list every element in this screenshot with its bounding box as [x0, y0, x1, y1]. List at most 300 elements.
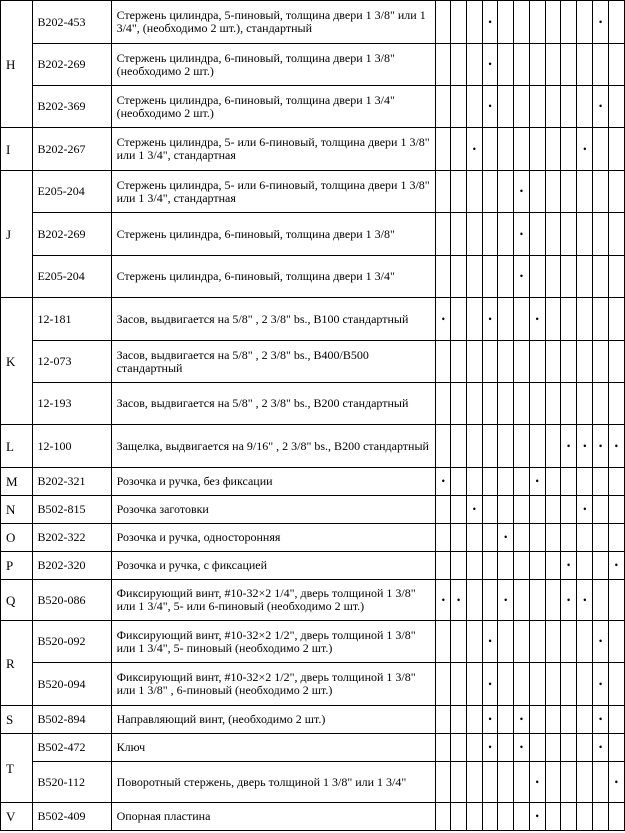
- compat-cell-3: [466, 552, 482, 580]
- compat-cell-11: [593, 256, 608, 298]
- compat-cell-2: [451, 341, 466, 383]
- compat-dot: •: [598, 714, 603, 724]
- compat-cell-10: [577, 552, 593, 580]
- compat-cell-6: [514, 468, 529, 496]
- part-description: Опорная пластина: [111, 803, 436, 831]
- compat-cell-1: [436, 1, 451, 44]
- compat-dot: •: [614, 560, 618, 570]
- part-description: Стержень цилиндра, 5- или 6-пиновый, толщина двери 1 3/8" или 1 3/4", стандартная: [111, 128, 436, 171]
- compat-cell-5: [498, 496, 514, 524]
- compat-cell-11: [593, 171, 608, 213]
- compat-dot: •: [583, 440, 587, 451]
- compat-cell-9: [561, 468, 577, 496]
- compat-cell-9: [561, 171, 577, 213]
- compat-cell-2: [451, 552, 466, 580]
- compat-cell-6: [514, 128, 529, 171]
- compat-cell-7: [529, 803, 545, 831]
- compat-cell-5: [498, 213, 514, 256]
- part-description: Розочка и ручка, односторонняя: [111, 524, 436, 552]
- group-letter: O: [1, 524, 33, 552]
- compat-cell-8: [545, 734, 560, 762]
- compat-cell-8: [545, 1, 560, 44]
- compat-cell-3: [466, 621, 482, 663]
- compat-cell-3: [466, 734, 482, 762]
- compat-cell-1: [436, 552, 451, 580]
- compat-cell-9: [561, 425, 577, 468]
- compat-cell-7: [529, 468, 545, 496]
- compat-cell-12: [608, 1, 624, 44]
- compat-cell-5: [498, 128, 514, 171]
- compat-cell-12: [608, 496, 624, 524]
- compat-cell-4: [482, 496, 497, 524]
- compat-cell-1: [436, 383, 451, 425]
- compat-dot: •: [504, 532, 508, 542]
- compat-cell-8: [545, 552, 560, 580]
- compat-cell-2: [451, 86, 466, 128]
- compat-dot: •: [457, 594, 461, 605]
- compat-cell-12: [608, 171, 624, 213]
- table-row: [1, 468, 625, 496]
- compat-cell-2: [451, 621, 466, 663]
- part-code: 12-193: [33, 383, 111, 425]
- compat-cell-2: [451, 256, 466, 298]
- compat-cell-4: [482, 256, 497, 298]
- compat-dot: •: [519, 186, 524, 196]
- compat-cell-2: [451, 425, 466, 468]
- compat-cell-5: [498, 341, 514, 383]
- compat-cell-7: [529, 663, 545, 706]
- compat-cell-6: [514, 524, 529, 552]
- compat-cell-10: [577, 171, 593, 213]
- compat-cell-9: [561, 762, 577, 803]
- compat-cell-9: [561, 86, 577, 128]
- compat-cell-2: [451, 762, 466, 803]
- table-row: [1, 524, 625, 552]
- table-row: [1, 425, 625, 468]
- compat-cell-10: [577, 383, 593, 425]
- part-code: B202-453: [33, 1, 111, 44]
- part-code: B202-269: [33, 213, 111, 256]
- compat-cell-11: [593, 1, 608, 44]
- compat-cell-3: [466, 663, 482, 706]
- compat-cell-7: [529, 86, 545, 128]
- compat-cell-9: [561, 128, 577, 171]
- part-code: B520-086: [33, 580, 111, 621]
- compat-cell-7: [529, 524, 545, 552]
- part-description: Фиксирующий винт, #10-32×2 1/2", дверь толщиной 1 3/8" или 1 3/4", 5- пиновый (необходимо 2 шт.): [111, 621, 436, 663]
- group-letter: M: [1, 468, 33, 496]
- part-code: B202-267: [33, 128, 111, 171]
- part-code: E205-204: [33, 256, 111, 298]
- table-row: [1, 762, 625, 803]
- compat-dot: •: [535, 776, 539, 787]
- table-row: [1, 734, 625, 762]
- part-code: B202-320: [33, 552, 111, 580]
- compat-dot: •: [504, 594, 508, 605]
- compat-cell-2: [451, 734, 466, 762]
- compat-cell-7: [529, 496, 545, 524]
- compat-cell-6: [514, 86, 529, 128]
- compat-cell-4: [482, 44, 497, 86]
- compat-cell-5: [498, 524, 514, 552]
- group-letter: J: [1, 171, 33, 298]
- compat-cell-10: [577, 734, 593, 762]
- compat-cell-4: [482, 734, 497, 762]
- compat-cell-10: [577, 1, 593, 44]
- compat-cell-5: [498, 762, 514, 803]
- compat-cell-12: [608, 86, 624, 128]
- compat-dot: •: [583, 594, 587, 605]
- part-code: 12-181: [33, 298, 111, 341]
- compat-cell-4: [482, 1, 497, 44]
- compat-dot: •: [567, 440, 571, 451]
- group-letter: K: [1, 298, 33, 425]
- compat-cell-8: [545, 383, 560, 425]
- compat-cell-10: [577, 524, 593, 552]
- compat-cell-12: [608, 468, 624, 496]
- compat-dot: •: [488, 636, 492, 646]
- compat-cell-2: [451, 496, 466, 524]
- compat-dot: •: [488, 59, 492, 69]
- compat-cell-3: [466, 383, 482, 425]
- compat-cell-5: [498, 171, 514, 213]
- compat-cell-3: [466, 256, 482, 298]
- compat-cell-12: [608, 580, 624, 621]
- group-letter: T: [1, 734, 33, 803]
- compat-cell-1: [436, 803, 451, 831]
- compat-cell-11: [593, 734, 608, 762]
- compat-cell-5: [498, 580, 514, 621]
- compat-cell-10: [577, 803, 593, 831]
- compat-cell-3: [466, 762, 482, 803]
- group-letter: I: [1, 128, 33, 171]
- compat-cell-6: [514, 496, 529, 524]
- compat-cell-1: [436, 706, 451, 734]
- compat-cell-3: [466, 171, 482, 213]
- compat-cell-4: [482, 524, 497, 552]
- compat-cell-7: [529, 1, 545, 44]
- compat-cell-12: [608, 213, 624, 256]
- compat-cell-3: [466, 298, 482, 341]
- compat-cell-12: [608, 803, 624, 831]
- table-row: [1, 803, 625, 831]
- compat-dot: •: [567, 594, 571, 605]
- compat-cell-12: [608, 552, 624, 580]
- compat-cell-6: [514, 341, 529, 383]
- compat-cell-10: [577, 496, 593, 524]
- compat-dot: •: [614, 440, 618, 451]
- part-code: 12-073: [33, 341, 111, 383]
- compat-cell-2: [451, 803, 466, 831]
- compat-cell-7: [529, 762, 545, 803]
- compat-cell-9: [561, 1, 577, 44]
- compat-cell-11: [593, 213, 608, 256]
- compat-cell-6: [514, 256, 529, 298]
- table-row: [1, 86, 625, 128]
- compat-cell-2: [451, 171, 466, 213]
- compat-cell-8: [545, 468, 560, 496]
- table-row: [1, 383, 625, 425]
- compat-cell-12: [608, 762, 624, 803]
- compat-dot: •: [488, 678, 492, 689]
- compat-cell-1: [436, 621, 451, 663]
- compat-cell-10: [577, 663, 593, 706]
- compat-cell-12: [608, 706, 624, 734]
- compat-cell-5: [498, 298, 514, 341]
- compat-cell-6: [514, 44, 529, 86]
- compat-cell-4: [482, 468, 497, 496]
- part-code: B502-894: [33, 706, 111, 734]
- part-code: B502-472: [33, 734, 111, 762]
- compat-dot: •: [614, 776, 618, 787]
- compat-cell-9: [561, 803, 577, 831]
- compat-cell-1: [436, 663, 451, 706]
- compat-cell-10: [577, 298, 593, 341]
- compat-cell-8: [545, 171, 560, 213]
- compat-cell-9: [561, 341, 577, 383]
- compat-cell-12: [608, 524, 624, 552]
- group-letter: P: [1, 552, 33, 580]
- table-row: [1, 496, 625, 524]
- compat-cell-3: [466, 425, 482, 468]
- compat-cell-4: [482, 580, 497, 621]
- group-letter: R: [1, 621, 33, 706]
- table-row: [1, 621, 625, 663]
- compat-cell-2: [451, 706, 466, 734]
- compat-cell-3: [466, 803, 482, 831]
- group-letter: Q: [1, 580, 33, 621]
- part-description: Засов, выдвигается на 5/8" , 2 3/8" bs., B100 стандартный: [111, 298, 436, 341]
- part-code: B202-322: [33, 524, 111, 552]
- group-letter: L: [1, 425, 33, 468]
- compat-cell-8: [545, 425, 560, 468]
- table-row: [1, 706, 625, 734]
- compat-cell-3: [466, 524, 482, 552]
- compat-cell-1: [436, 128, 451, 171]
- compat-cell-6: [514, 803, 529, 831]
- compat-cell-11: [593, 706, 608, 734]
- compat-cell-9: [561, 706, 577, 734]
- compat-cell-8: [545, 762, 560, 803]
- compat-dot: •: [519, 271, 524, 281]
- compat-cell-10: [577, 706, 593, 734]
- compat-cell-9: [561, 552, 577, 580]
- part-description: Фиксирующий винт, #10-32×2 1/2", дверь толщиной 1 3/8" или 1 3/8" , 6-пиновый (необходимо 2 шт.): [111, 663, 436, 706]
- compat-cell-4: [482, 171, 497, 213]
- compat-cell-8: [545, 44, 560, 86]
- compat-cell-8: [545, 524, 560, 552]
- group-letter: V: [1, 803, 33, 831]
- compat-cell-4: [482, 762, 497, 803]
- table-row: [1, 44, 625, 86]
- part-code: 12-100: [33, 425, 111, 468]
- compat-cell-1: [436, 496, 451, 524]
- compat-cell-7: [529, 128, 545, 171]
- compat-cell-4: [482, 128, 497, 171]
- compat-cell-7: [529, 425, 545, 468]
- compat-cell-11: [593, 468, 608, 496]
- compat-cell-5: [498, 663, 514, 706]
- compat-cell-11: [593, 552, 608, 580]
- compat-cell-12: [608, 298, 624, 341]
- part-code: B502-815: [33, 496, 111, 524]
- compat-dot: •: [535, 476, 539, 486]
- part-description: Стержень цилиндра, 6-пиновый, толщина двери 1 3/8": [111, 213, 436, 256]
- compat-dot: •: [598, 16, 603, 27]
- compat-cell-12: [608, 734, 624, 762]
- compat-cell-7: [529, 341, 545, 383]
- compat-cell-4: [482, 86, 497, 128]
- compat-cell-11: [593, 580, 608, 621]
- part-description: Засов, выдвигается на 5/8" , 2 3/8" bs., B200 стандартный: [111, 383, 436, 425]
- compat-cell-2: [451, 383, 466, 425]
- compat-cell-7: [529, 298, 545, 341]
- group-letter: N: [1, 496, 33, 524]
- compat-cell-1: [436, 86, 451, 128]
- compat-cell-11: [593, 86, 608, 128]
- part-description: Розочка и ручка, без фиксации: [111, 468, 436, 496]
- compat-cell-2: [451, 298, 466, 341]
- compat-cell-9: [561, 663, 577, 706]
- compat-cell-12: [608, 341, 624, 383]
- compat-cell-9: [561, 621, 577, 663]
- compat-dot: •: [519, 714, 524, 724]
- compat-cell-12: [608, 256, 624, 298]
- part-code: B502-409: [33, 803, 111, 831]
- compat-cell-2: [451, 580, 466, 621]
- table-row: [1, 580, 625, 621]
- table-row: [1, 341, 625, 383]
- compat-cell-7: [529, 44, 545, 86]
- compat-cell-10: [577, 44, 593, 86]
- compat-cell-1: [436, 341, 451, 383]
- table-row: [1, 1, 625, 44]
- compat-cell-7: [529, 171, 545, 213]
- compat-cell-5: [498, 803, 514, 831]
- compat-cell-5: [498, 1, 514, 44]
- compat-dot: •: [519, 742, 524, 752]
- compat-cell-5: [498, 706, 514, 734]
- compat-cell-3: [466, 706, 482, 734]
- compat-cell-1: [436, 524, 451, 552]
- compat-cell-11: [593, 762, 608, 803]
- compat-cell-12: [608, 44, 624, 86]
- compat-cell-1: [436, 425, 451, 468]
- compat-cell-8: [545, 803, 560, 831]
- compat-cell-12: [608, 383, 624, 425]
- compat-dot: •: [472, 143, 476, 154]
- compat-cell-9: [561, 383, 577, 425]
- compat-dot: •: [598, 636, 603, 646]
- compat-dot: •: [488, 742, 492, 752]
- table-row: [1, 256, 625, 298]
- compat-cell-3: [466, 128, 482, 171]
- compat-cell-5: [498, 86, 514, 128]
- compat-cell-4: [482, 803, 497, 831]
- group-letter: S: [1, 706, 33, 734]
- compat-cell-7: [529, 734, 545, 762]
- compat-dot: •: [488, 101, 492, 111]
- compat-cell-10: [577, 580, 593, 621]
- part-description: Розочка и ручка, с фиксацией: [111, 552, 436, 580]
- compat-cell-8: [545, 128, 560, 171]
- compat-cell-11: [593, 425, 608, 468]
- compat-cell-6: [514, 425, 529, 468]
- compat-cell-9: [561, 256, 577, 298]
- compat-cell-12: [608, 621, 624, 663]
- compat-cell-10: [577, 128, 593, 171]
- compat-cell-9: [561, 298, 577, 341]
- compat-cell-6: [514, 580, 529, 621]
- part-description: Стержень цилиндра, 6-пиновый, толщина двери 1 3/4" (необходимо 2 шт.): [111, 86, 436, 128]
- group-letter: H: [1, 1, 33, 128]
- compat-cell-4: [482, 213, 497, 256]
- compat-cell-6: [514, 552, 529, 580]
- compat-dot: •: [488, 714, 492, 724]
- part-description: Направляющий винт, (необходимо 2 шт.): [111, 706, 436, 734]
- compat-cell-7: [529, 552, 545, 580]
- compat-cell-7: [529, 621, 545, 663]
- compat-cell-9: [561, 213, 577, 256]
- compat-cell-3: [466, 580, 482, 621]
- compat-cell-7: [529, 213, 545, 256]
- part-description: Стержень цилиндра, 6-пиновый, толщина двери 1 3/8" (необходимо 2 шт.): [111, 44, 436, 86]
- compat-cell-5: [498, 425, 514, 468]
- compat-cell-11: [593, 341, 608, 383]
- compat-cell-11: [593, 496, 608, 524]
- compat-cell-12: [608, 128, 624, 171]
- compat-cell-6: [514, 383, 529, 425]
- compat-cell-5: [498, 256, 514, 298]
- compat-cell-2: [451, 663, 466, 706]
- compat-cell-8: [545, 341, 560, 383]
- part-code: B202-369: [33, 86, 111, 128]
- compat-cell-3: [466, 468, 482, 496]
- compat-cell-6: [514, 298, 529, 341]
- compat-cell-1: [436, 171, 451, 213]
- compat-dot: •: [441, 594, 445, 605]
- compat-cell-3: [466, 341, 482, 383]
- compat-cell-8: [545, 298, 560, 341]
- compat-cell-4: [482, 341, 497, 383]
- part-description: Розочка заготовки: [111, 496, 436, 524]
- compat-cell-6: [514, 663, 529, 706]
- part-code: B202-321: [33, 468, 111, 496]
- compat-cell-1: [436, 298, 451, 341]
- part-code: B202-269: [33, 44, 111, 86]
- compat-cell-1: [436, 256, 451, 298]
- compat-cell-10: [577, 621, 593, 663]
- compat-dot: •: [567, 560, 571, 570]
- compat-cell-3: [466, 1, 482, 44]
- compat-cell-2: [451, 213, 466, 256]
- compat-cell-8: [545, 86, 560, 128]
- compat-cell-9: [561, 580, 577, 621]
- part-code: B520-094: [33, 663, 111, 706]
- part-description: Засов, выдвигается на 5/8" , 2 3/8" bs., B400/B500 стандартный: [111, 341, 436, 383]
- compat-cell-3: [466, 86, 482, 128]
- part-description: Поворотный стержень, дверь толщиной 1 3/8" или 1 3/4": [111, 762, 436, 803]
- compat-cell-2: [451, 468, 466, 496]
- compat-cell-9: [561, 734, 577, 762]
- compat-dot: •: [598, 678, 603, 689]
- compat-dot: •: [535, 313, 539, 324]
- table-row: [1, 213, 625, 256]
- part-code: E205-204: [33, 171, 111, 213]
- compat-cell-1: [436, 734, 451, 762]
- compat-cell-9: [561, 524, 577, 552]
- compat-cell-5: [498, 44, 514, 86]
